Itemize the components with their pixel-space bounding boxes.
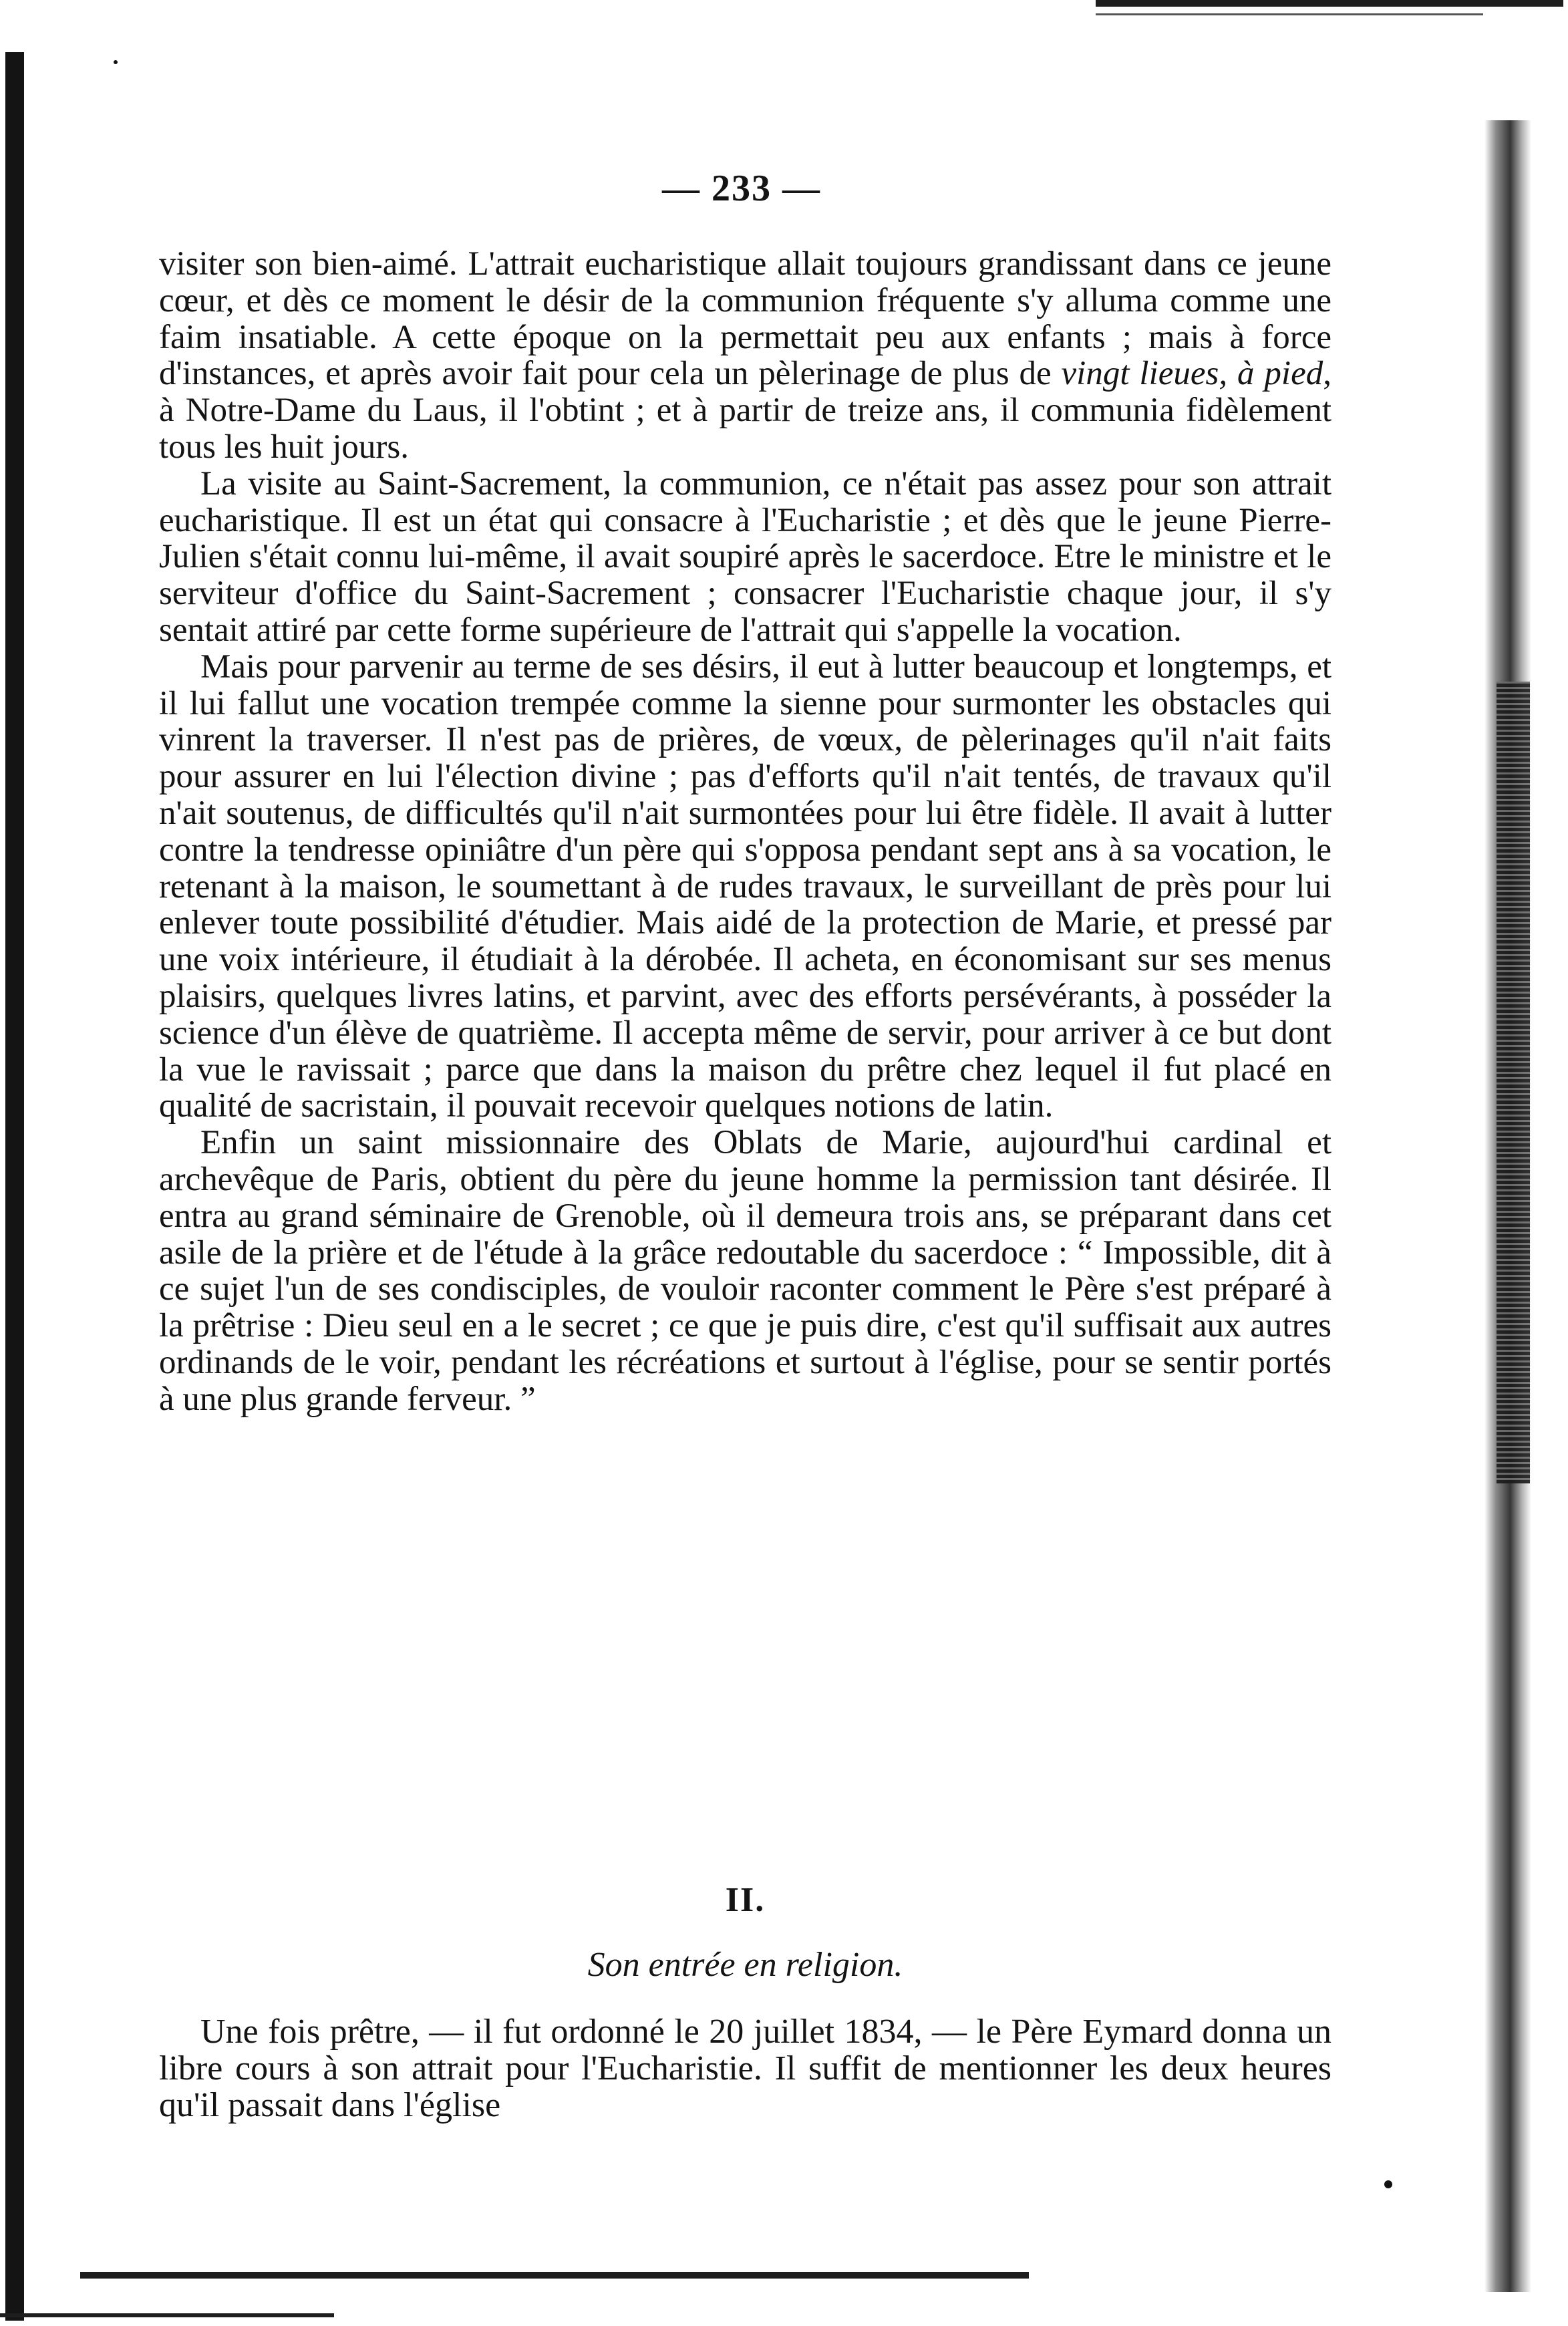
paragraph-text: La visite au Saint-Sacrement, la communion, ce n'était pas assez pour son attrait eucharistique. Il est un état qui consacre à l'Eucharistie ; et dès que le jeune Pierre-Julien s'était connu lui-même, il avait soupiré après le sacerdoce. Etre le ministre et le serviteur d'office du Saint-Sacrement ; consacrer l'Eucharistie chaque jour, il s'y sentait attiré par cette forme supérieure de l'attrait qui s'appelle la vocation.: [159, 464, 1331, 649]
scan-edge-top-thin: [1096, 13, 1483, 15]
scan-edge-right-texture: [1497, 682, 1530, 1483]
scan-edge-bottom-thin: [0, 2313, 334, 2317]
scan-edge-left: [5, 52, 24, 2321]
paragraph-text: Mais pour parvenir au terme de ses désirs, il eut à lutter beaucoup et longtemps, et il lui fallut une vocation trempée comme la sienne pour surmonter les obstacles qui vinrent la traverser. Il n'est pas de prières, de vœux, de pèlerinages qu'il n'ait faits pour assurer en lui l'élection divine ; pas d'efforts qu'il n'ait tentés, de travaux qu'il n'ait soutenus, de difficultés qu'il n'ait surmontées pour lui être fidèle. Il avait à lutter contre la tendresse opiniâtre d'un père qui s'opposa pendant sept ans à sa vocation, le retenant à la maison, le soumettant à de rudes travaux, le surveillant de près pour lui enlever toute possibilité d'étudier. Mais aidé de la protection de Marie, et pressé par une voix intérieure, il étudiait à la dérobée. Il acheta, en économisant sur ses menus plaisirs, quelques livres latins, et parvint, avec des efforts persévérants, à posséder la science d'un élève de quatrième. Il accepta même de servir, pour arriver à ce but dont la vue le ravissait ; parce que dans la maison du prêtre chez lequel il fut placé en qualité de sacristain, il pouvait recevoir quelques notions de latin.: [159, 647, 1331, 1125]
paragraph-text: Enfin un saint missionnaire des Oblats de Marie, aujourd'hui cardinal et archevêque de Paris, obtient du père du jeune homme la permission tant désirée. Il entra au grand séminaire de Grenoble, où il demeura trois ans, se préparant dans cet asile de la prière et de l'étude à la grâce redoutable du sacerdoce : “ Impossible, dit à ce sujet l'un de ses condisciples, de vouloir raconter comment le Père s'est préparé à la prêtrise : Dieu seul en a le secret ; ce que je puis dire, c'est qu'il suffisait aux autres ordinands de le voir, pendant les récréations et surtout à l'église, pour se sentir portés à une plus grande ferveur. ”: [159, 1124, 1331, 1418]
paragraph: [159, 246, 1331, 466]
paragraph-text: , à Notre-Dame du Laus, il l'obtint ; et à partir de treize ans, il communia fidèlement tous les huit jours.: [159, 355, 1331, 466]
paragraph: [159, 466, 1331, 649]
paragraph: [159, 649, 1331, 1125]
paragraph-text: Une fois prêtre, — il fut ordonné le 20 juillet 1834, — le Père Eymard donna un libre cours à son attrait pour l'Eucharistie. Il suffit de mentionner les deux heures qu'il passait dans l'église: [159, 2013, 1331, 2124]
body-text: [159, 246, 1331, 1418]
section-title: Son entrée en religion.: [587, 1946, 903, 1984]
speck: [1384, 2180, 1392, 2188]
paragraph: [159, 1125, 1331, 1417]
section-number: II.: [725, 1881, 766, 1919]
scan-edge-bottom: [80, 2272, 1029, 2279]
italic-text: vingt lieues, à pied: [1061, 355, 1323, 393]
speck: [114, 60, 118, 64]
scan-edge-top: [1096, 0, 1563, 7]
paragraph: [159, 2013, 1331, 2124]
page-number: — 233 —: [662, 168, 821, 209]
paragraph-text: visiter son bien-aimé. L'attrait eucharistique allait toujours grandissant dans ce jeune cœur, et dès ce moment le désir de la communion fréquente s'y alluma comme une faim insatiable. A cette époque on la permettait peu aux enfants ; mais à force d'instances, et après avoir fait pour cela un pèlerinage de plus de: [159, 245, 1331, 393]
body-text-continued: [159, 2013, 1331, 2124]
